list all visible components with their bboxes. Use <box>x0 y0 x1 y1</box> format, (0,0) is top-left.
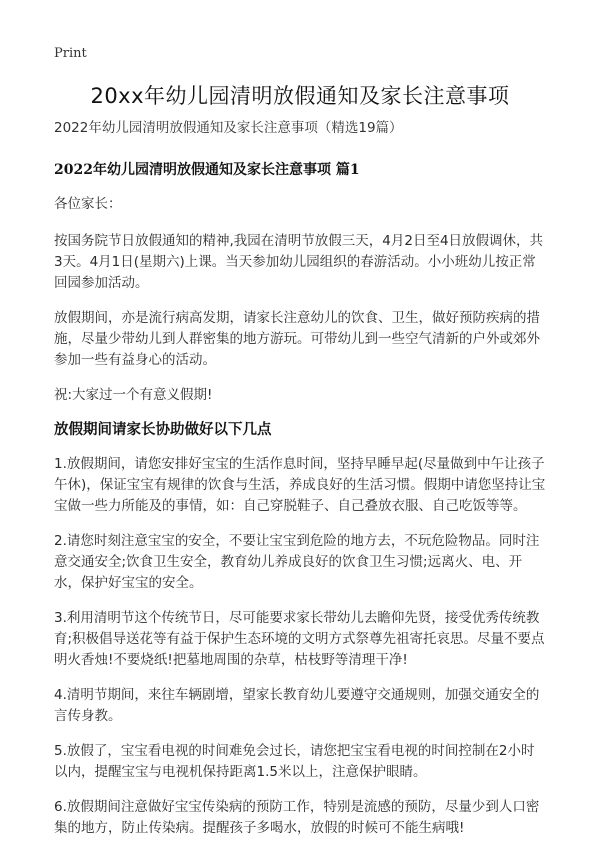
list-item: 4.清明节期间，来往车辆剧增，望家长教育幼儿要遵守交通规则，加强交通安全的言传身教。 <box>54 687 540 724</box>
print-link[interactable]: Print <box>54 46 87 61</box>
list-item: 3.利用清明节这个传统节日，尽可能要求家长带幼儿去瞻仰先贤，接受优秀传统教育;积极倡导送花等有益于保护生态环境的文明方式祭尊先祖寄托哀思。尽量不要点明火香烛!不要烧纸!把墓地周围的杂草，枯枝野等清理干净! <box>54 610 545 668</box>
document-subtitle: 2022年幼儿园清明放假通知及家长注意事项（精选19篇） <box>54 120 403 136</box>
paragraph: 按国务院节日放假通知的精神,我园在清明节放假三天，4月2日至4日放假调休，共3天。4月1日(星期六)上课。当天参加幼儿园组织的春游活动。小小班幼儿按正常回园参加活动。 <box>54 233 544 291</box>
paragraph: 祝:大家过一个有意义假期! <box>54 387 213 403</box>
list-item: 2.请您时刻注意宝宝的安全，不要让宝宝到危险的地方去，不玩危险物品。同时注意交通安全;饮食卫生安全，教育幼儿养成良好的饮食卫生习惯;远离火、电、开水，保护好宝宝的安全。 <box>54 533 540 591</box>
section-heading: 2022年幼儿园清明放假通知及家长注意事项 篇1 <box>54 162 360 178</box>
document-body <box>54 118 546 853</box>
greeting: 各位家长： <box>54 196 122 212</box>
list-item: 6.放假期间注意做好宝宝传染病的预防工作，特别是流感的预防，尽量少到人口密集的地方，防止传染病。提醒孩子多喝水，放假的时候可不能生病哦! <box>54 799 540 836</box>
list-item: 5.放假了，宝宝看电视的时间难免会过长，请您把宝宝看电视的时间控制在2小时以内，提醒宝宝与电视机保持距离1.5米以上，注意保护眼睛。 <box>54 743 535 780</box>
paragraph: 放假期间，亦是流行病高发期，请家长注意幼儿的饮食、卫生，做好预防疾病的措施，尽量少带幼儿到人群密集的地方游玩。可带幼儿到一些空气清新的户外或郊外参加一些有益身心的活动。 <box>54 310 540 368</box>
list-item: 1.放假期间，请您安排好宝宝的生活作息时间，坚持早睡早起(尽量做到中午让孩子午休)，保证宝宝有规律的饮食与生活，养成良好的生活习惯。假期中请您坚持让宝宝做一些力所能及的事情，如：自己穿脱鞋子、自己叠放衣服、自己吃饭等等。 <box>54 456 546 514</box>
page-title: 20xx年幼儿园清明放假通知及家长注意事项 <box>90 84 510 108</box>
sub-heading: 放假期间请家长协助做好以下几点 <box>54 422 272 438</box>
